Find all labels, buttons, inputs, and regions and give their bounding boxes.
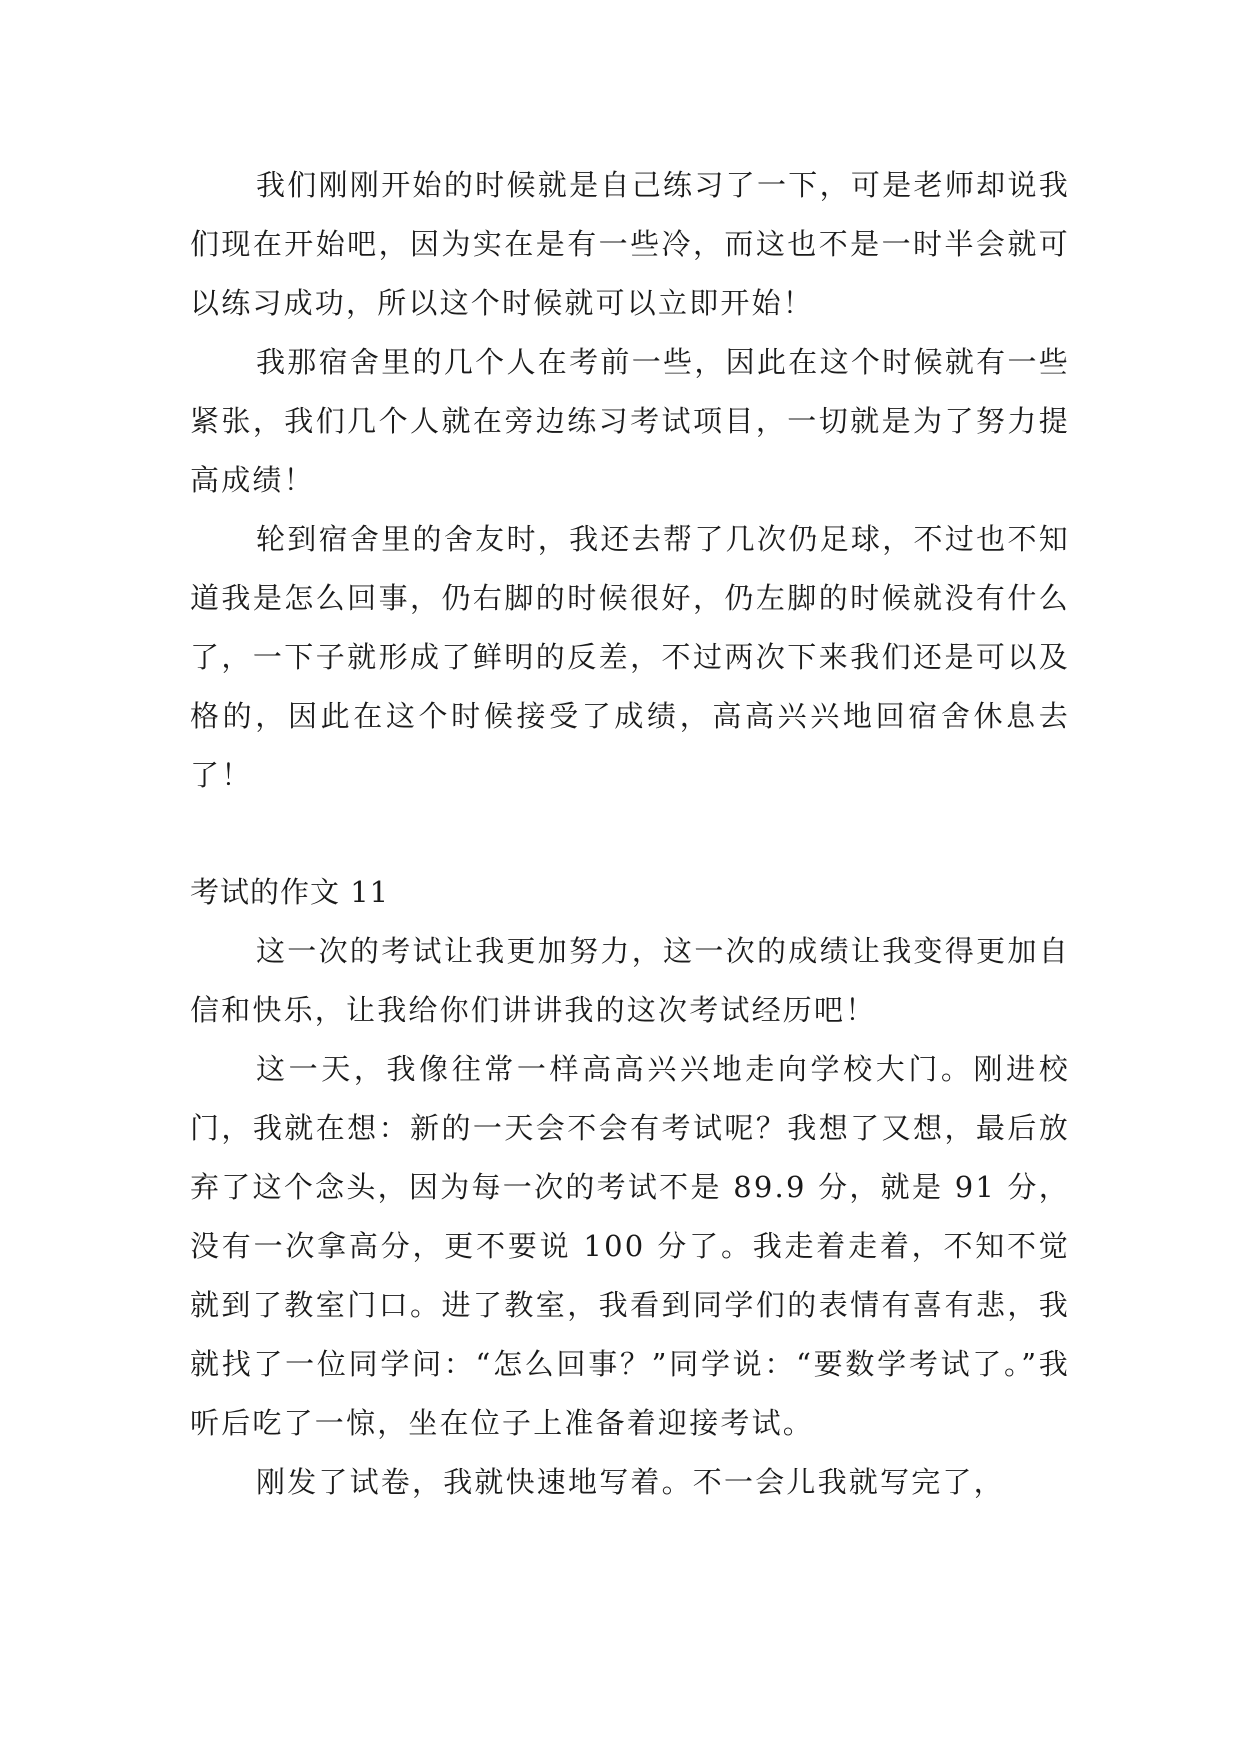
- essay-title: 考试的作文 11: [190, 875, 390, 909]
- paragraph: 这一次的考试让我更加努力，这一次的成绩让我变得更加自信和快乐，让我给你们讲讲我的这次考试经历吧！: [190, 934, 1070, 1027]
- document-page: [190, 156, 1070, 1512]
- paragraph: 我们刚刚开始的时候就是自己练习了一下，可是老师却说我们现在开始吧，因为实在是有一些冷，而这也不是一时半会就可以练习成功，所以这个时候就可以立即开始！: [190, 168, 1070, 320]
- paragraph: 轮到宿舍里的舍友时，我还去帮了几次仍足球，不过也不知道我是怎么回事，仍右脚的时候很好，仍左脚的时候就没有什么了，一下子就形成了鲜明的反差，不过两次下来我们还是可以及格的，因此在这个时候接受了成绩，高高兴兴地回宿舍休息去了！: [190, 522, 1070, 792]
- paragraph: 这一天，我像往常一样高高兴兴地走向学校大门。刚进校门，我就在想：新的一天会不会有考试呢？我想了又想，最后放弃了这个念头，因为每一次的考试不是 89.9 分，就是 91 分，没有一次拿高分，更不要说 100 分了。我走着走着，不知不觉就到了教室门口。进了教室，我看到同学们的表情有喜有悲，我就找了一位同学问：“怎么回事？”同学说：“要数学考试了。”我听后吃了一惊，坐在位子上准备着迎接考试。: [190, 1052, 1070, 1440]
- paragraph: 刚发了试卷，我就快速地写着。不一会儿我就写完了，: [256, 1465, 1005, 1499]
- paragraph: 我那宿舍里的几个人在考前一些，因此在这个时候就有一些紧张，我们几个人就在旁边练习考试项目，一切就是为了努力提高成绩！: [190, 345, 1070, 497]
